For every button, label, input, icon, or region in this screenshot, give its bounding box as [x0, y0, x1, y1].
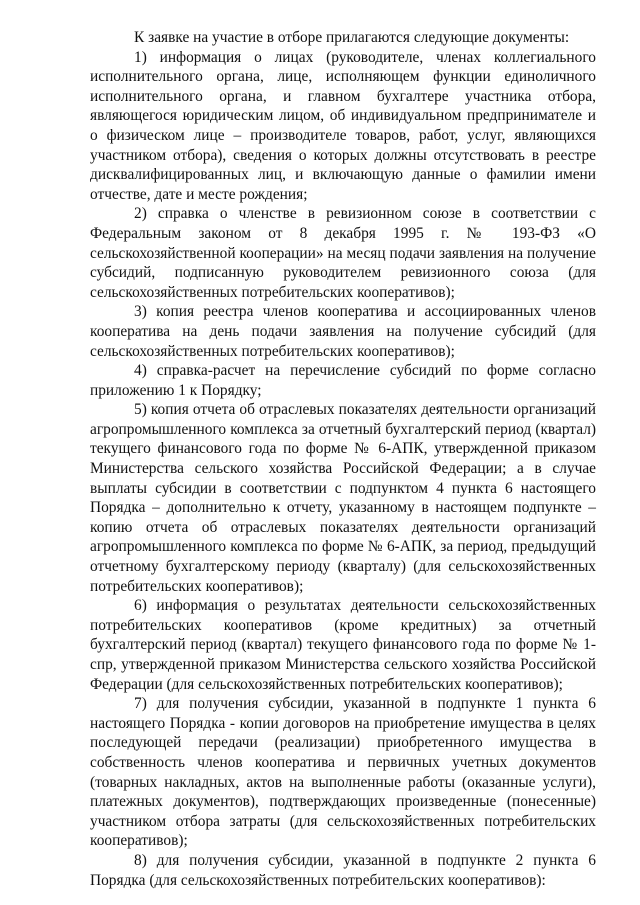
- list-item-6: 6) информация о результатах деятельности сельскохозяйственных потребительских кооперативов (кроме кредитных) за отчетный бухгалтерский период (квартал) текущего финансового года по форме № 1-спр, утвержденной приказом Министерства сельского хозяйства Российской Федерации (для сельскохозяйственных потребительских кооперативов);: [90, 597, 596, 693]
- list-item-8: 8) для получения субсидии, указанной в подпункте 2 пункта 6 Порядка (для сельскохозяйственных потребительских кооперативов):: [90, 851, 596, 889]
- list-item-7: 7) для получения субсидии, указанной в подпункте 1 пункта 6 настоящего Порядка - копии договоров на приобретение имущества в целях последующей передачи (реализации) приобретенного имущества в собственность членов кооператива и первичных учетных документов (товарных накладных, актов на выполненные работы (оказанные услуги), платежных документов), подтверждающих произведенные (понесенные) участником отбора затраты (для сельскохозяйственных потребительских кооперативов);: [90, 695, 596, 850]
- list-item-5: 5) копия отчета об отраслевых показателях деятельности организаций агропромышленного комплекса за отчетный бухгалтерский период (квартал) текущего финансового года по форме № 6-АПК, утвержденной приказом Министерства сельского хозяйства Российской Федерации; а в случае выплаты субсидии в соответствии с подпунктом 4 пункта 6 настоящего Порядка – дополнительно к отчету, указанному в настоящем подпункте – копию отчета об отраслевых показателях деятельности организаций агропромышленного комплекса по форме № 6-АПК, за период, предыдущий отчетному бухгалтерскому периоду (кварталу) (для сельскохозяйственных потребительских кооперативов);: [90, 401, 596, 595]
- document-page: [90, 28, 596, 890]
- list-item-4: 4) справка-расчет на перечисление субсидий по форме согласно приложению 1 к Порядку;: [90, 362, 596, 399]
- list-item-3: 3) копия реестра членов кооператива и ассоциированных членов кооператива на день подачи заявления на получение субсидий (для сельскохозяйственных потребительских кооперативов);: [90, 303, 596, 360]
- intro-paragraph: К заявке на участие в отборе прилагаются следующие документы:: [134, 29, 570, 46]
- list-item-1: 1) информация о лицах (руководителе, членах коллегиального исполнительного органа, лице, исполняющем функции единоличного исполнительного органа, и главном бухгалтере участника отбора, являющегося юридическим лицом, об индивидуальном предпринимателе и о физическом лице – производителе товаров, работ, услуг, являющихся участником отбора), сведения о которых должны отсутствовать в реестре дисквалифицированных лиц, и включающую данные о фамилии имени отчестве, дате и месте рождения;: [90, 48, 596, 203]
- list-item-2: 2) справка о членстве в ревизионном союзе в соответствии с Федеральным законом от 8 декабря 1995 г. № 193-ФЗ «О сельскохозяйственной кооперации» на месяц подачи заявления на получение субсидий, подписанную руководителем ревизионного союза (для сельскохозяйственных потребительских кооперативов);: [90, 205, 596, 301]
